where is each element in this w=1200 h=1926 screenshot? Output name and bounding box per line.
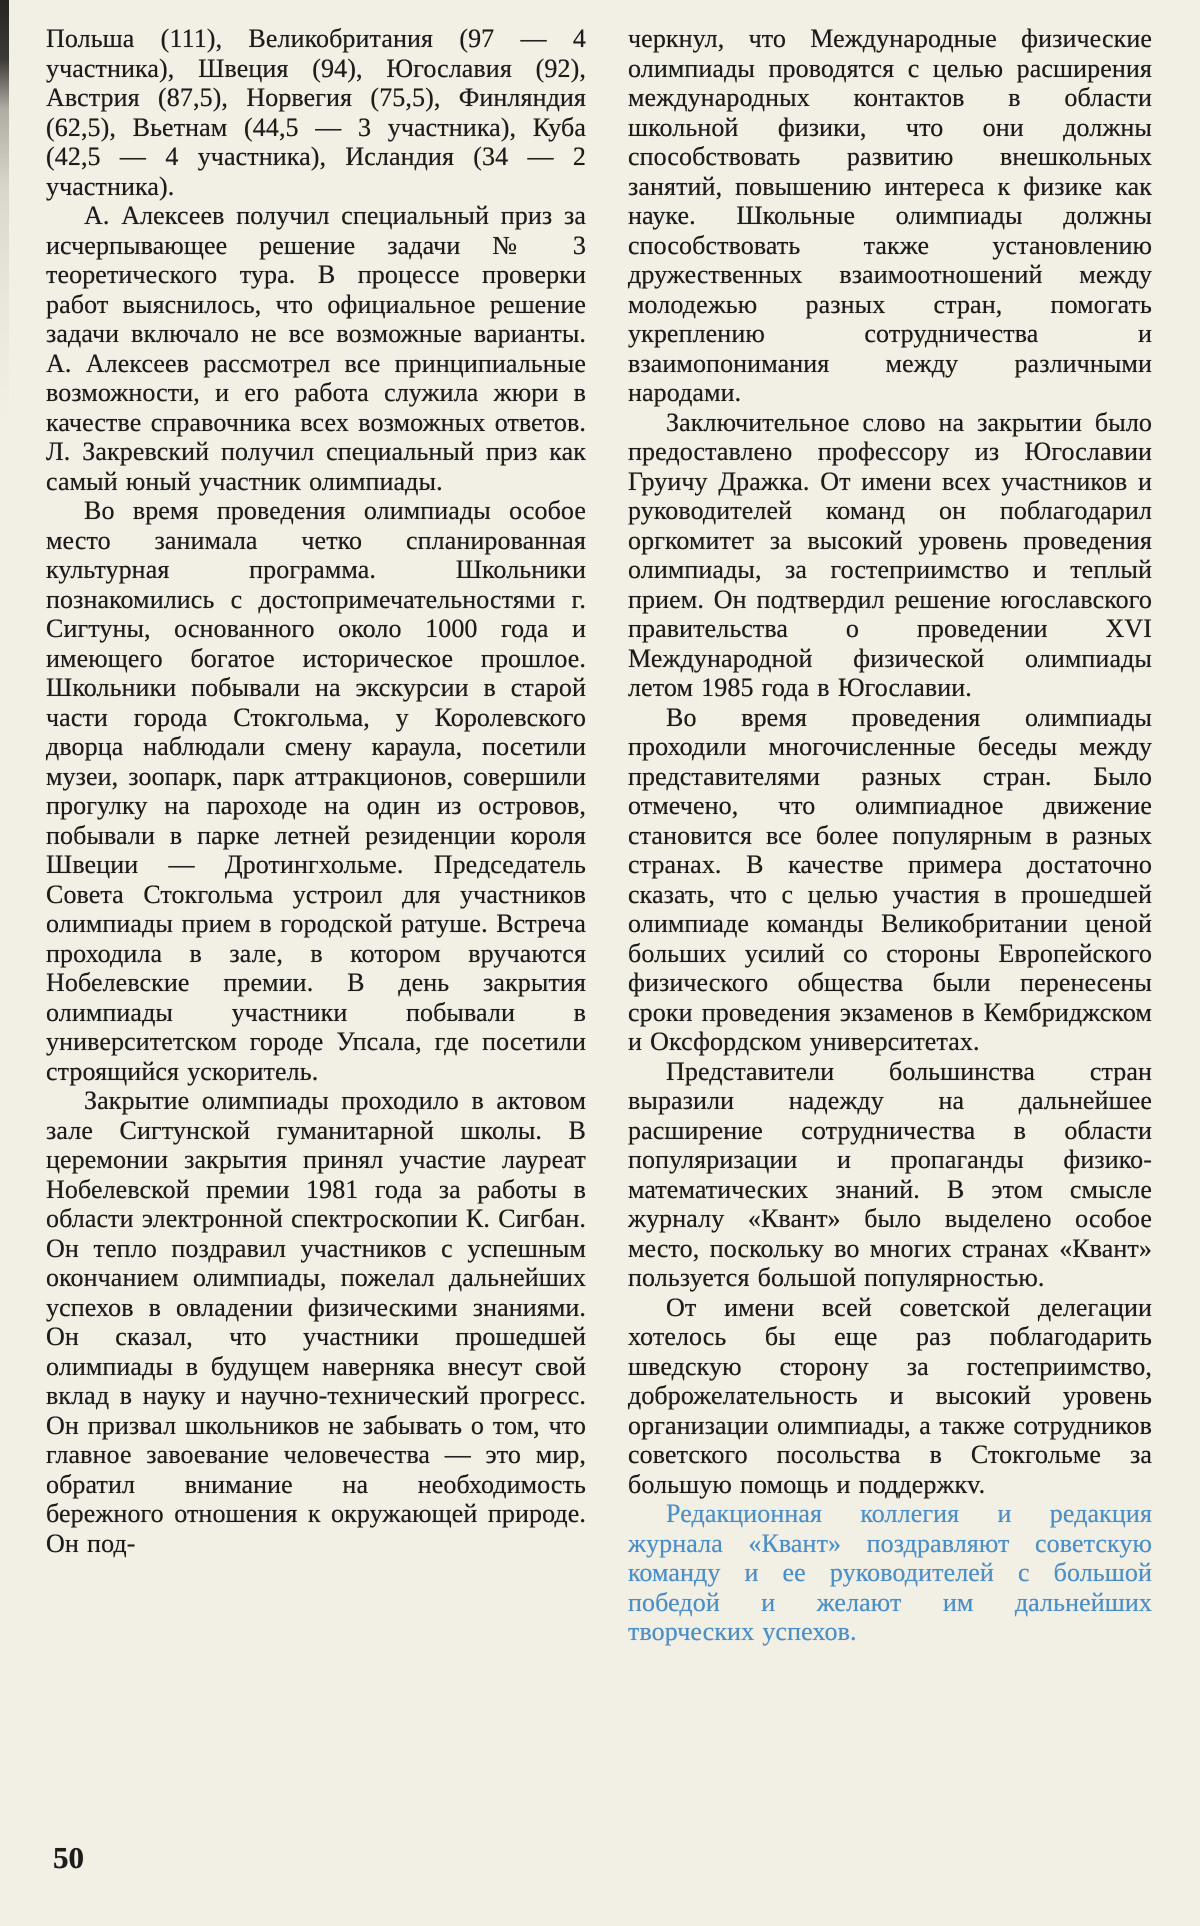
paragraph: Закрытие олимпиады проходило в актовом зале Сигтунской гуманитарной школы. В церемонии закрытия принял участие лауреат Нобелевской премии 1981 года за работы в области электронной спектроскопии К. Сигбан. Он тепло поздравил участников с успешным окончанием олимпиады, пожелал дальнейших успехов в овладении физическими знаниями. Он сказал, что участники прошедшей олимпиады в будущем наверняка внесут свой вклад в науку и научно-технический прогресс. Он призвал школьников не забывать о том, что главное завоевание человечества — это мир, обратил внимание на необходимость бережного отношения к окружающей природе. Он под- [46,1086,586,1558]
two-column-text [46,24,1152,1647]
page-number: 50 [53,1840,84,1875]
paragraph: Во время проведения олимпиады проходили многочисленные беседы между представителями разных стран. Было отмечено, что олимпиадное движение становится все более популярным в разных странах. В качестве примера достаточно сказать, что с целью участия в прошедшей олимпиаде команды Великобритании ценой больших усилий со стороны Европейского физического общества были перенесены сроки проведения экзаменов в Кембриджском и Оксфордском университетах. [628,702,1152,1056]
paragraph: Заключительное слово на закрытии было предоставлено профессору из Югославии Груичу Дражка. От имени всех участников и руководителей команд он поблагодарил оргкомитет за высокий уровень проведения олимпиады, за гостеприимство и теплый прием. Он подтвердил решение югославского правительства о проведении XVI Международной физической олимпиады летом 1985 года в Югославии. [628,407,1152,702]
editorial-note-paragraph: Редакционная коллегия и редакция журнала «Квант» поздравляют советскую команду и ее руководителей с большой победой и желают им дальнейших творческих успехов. [628,1499,1152,1646]
right-column [628,24,1152,1647]
left-column [46,24,586,1647]
paragraph: Польша (111), Великобритания (97 — 4 участника), Швеция (94), Югославия (92), Австрия (87,5), Норвегия (75,5), Финляндия (62,5), Вьетнам (44,5 — 3 участника), Куба (42,5 — 4 участника), Исландия (34 — 2 участника). [46,24,586,201]
paragraph: Представители большинства стран выразили надежду на дальнейшее расширение сотрудничества в области популяризации и пропаганды физико-математических знаний. В этом смысле журналу «Квант» было выделено особое место, поскольку во многих странах «Квант» пользуется большой популярностью. [628,1056,1152,1292]
paragraph: Во время проведения олимпиады особое место занимала четко спланированная культурная программа. Школьники познакомились с достопримечательностями г. Сигтуны, основанного около 1000 года и имеющего богатое историческое прошлое. Школьники побывали на экскурсии в старой части города Стокгольма, у Королевского дворца наблюдали смену караула, посетили музеи, зоопарк, парк аттракционов, совершили прогулку на пароходе на один из островов, побывали в парке летней резиденции короля Швеции — Дротингхольме. Председатель Совета Стокгольма устроил для участников олимпиады прием в городской ратуше. Встреча проходила в зале, в котором вручаются Нобелевские премии. В день закрытия олимпиады участники побывали в университетском городе Упсала, где посетили строящийся ускоритель. [46,496,586,1086]
paragraph: От имени всей советской делегации хотелось бы еще раз поблагодарить шведскую сторону за гостеприимство, доброжелательность и высокий уровень организации олимпиады, а также сотрудников советского посольства в Стокгольме за большую помощь и поддержкv. [628,1292,1152,1499]
paragraph: А. Алексеев получил специальный приз за исчерпывающее решение задачи № 3 теоретического тура. В процессе проверки работ выяснилось, что официальное решение задачи включало не все возможные варианты. А. Алексеев рассмотрел все принципиальные возможности, и его работа служила жюри в качестве справочника всех возможных ответов. Л. Закревский получил специальный приз как самый юный участник олимпиады. [46,201,586,496]
paragraph: черкнул, что Международные физические олимпиады проводятся с целью расширения международных контактов в области школьной физики, что они должны способствовать развитию внешкольных занятий, повышению интереса к физике как науке. Школьные олимпиады должны способствовать также установлению дружественных взаимоотношений между молодежью разных стран, помогать укреплению сотрудничества и взаимопонимания между различными народами. [628,24,1152,407]
scan-edge-artifact [0,0,9,420]
